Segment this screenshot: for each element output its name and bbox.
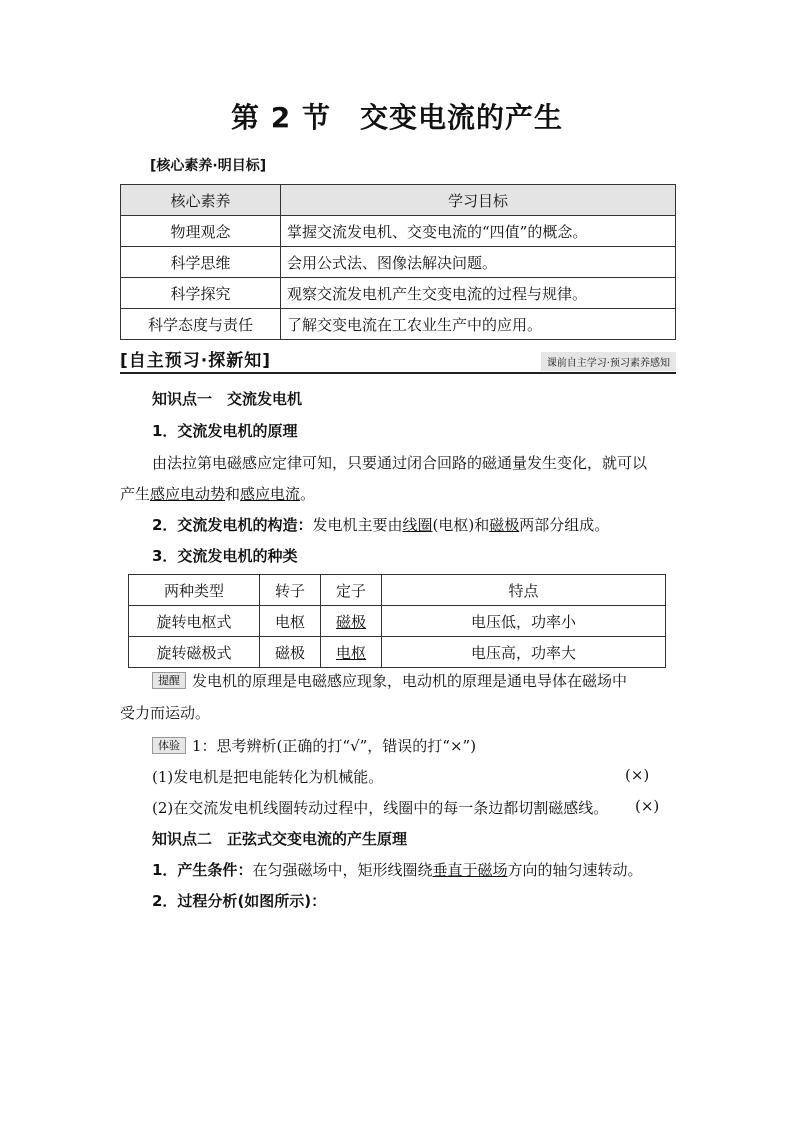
table-header-cell: 学习目标 <box>281 185 676 216</box>
question-2: (2)在交流发电机线圈转动过程中，线圈中的每一条边都切割磁感线。 <box>152 799 609 817</box>
table-row <box>121 216 676 247</box>
section-header <box>120 346 676 374</box>
table-cell: 电枢 <box>260 606 321 637</box>
text-span: (电枢)和 <box>432 516 490 534</box>
table-cell: 科学思维 <box>121 247 281 278</box>
section-tag: 课前自主学习·预习素养感知 <box>541 352 676 371</box>
table-cell: 旋转电枢式 <box>129 606 260 637</box>
text-span: 发电机的原理是电磁感应现象，电动机的原理是通电导体在磁场中 <box>192 672 628 690</box>
table-cell: 科学态度与责任 <box>121 309 281 340</box>
tip-line-cont: 受力而运动。 <box>120 704 211 722</box>
table-cell: 了解交变电流在工农业生产中的应用。 <box>281 309 676 340</box>
table-cell: 观察交流发电机产生交变电流的过程与规律。 <box>281 278 676 309</box>
underlined-answer: 垂直于磁场 <box>432 861 508 879</box>
item-label: 2．交流发电机的构造： <box>152 516 313 534</box>
core-literacy-heading: [核心素养·明目标] <box>150 158 267 174</box>
table-cell: 科学探究 <box>121 278 281 309</box>
underlined-answer: 感应电动势 <box>150 485 226 503</box>
text-span: 方向的轴匀速转动。 <box>507 861 643 879</box>
table-cell: 物理观念 <box>121 216 281 247</box>
table-cell: 电压高，功率大 <box>382 637 666 668</box>
page-title: 第 2 节 交变电流的产生 <box>231 101 563 134</box>
table-header-cell: 特点 <box>382 575 666 606</box>
table-header-cell: 定子 <box>321 575 382 606</box>
tip-badge: 提醒 <box>152 672 186 689</box>
kp1-item3-heading: 3．交流发电机的种类 <box>152 547 298 565</box>
underlined-answer: 线圈 <box>402 516 433 534</box>
table-header-cell: 核心素养 <box>121 185 281 216</box>
text-span: 两部分组成。 <box>519 516 610 534</box>
table-row <box>129 637 666 668</box>
table-header-cell: 两种类型 <box>129 575 260 606</box>
generator-type-table <box>128 574 666 668</box>
table-cell: 磁极 <box>260 637 321 668</box>
kp1-heading: 知识点一 交流发电机 <box>152 390 303 408</box>
text-span: 和 <box>225 485 241 503</box>
section-title: [自主预习·探新知] <box>120 351 271 371</box>
question-1-answer: (×) <box>625 766 650 784</box>
core-literacy-table <box>120 184 676 340</box>
table-cell: 电压低，功率小 <box>382 606 666 637</box>
text-span: 发电机主要由 <box>312 516 403 534</box>
table-cell: 掌握交流发电机、交变电流的“四值”的概念。 <box>281 216 676 247</box>
kp1-item1-heading: 1．交流发电机的原理 <box>152 422 298 440</box>
table-header-row <box>129 575 666 606</box>
kp1-item2 <box>152 514 609 535</box>
table-cell: 电枢 <box>321 637 382 668</box>
underlined-answer: 感应电流 <box>240 485 301 503</box>
underlined-answer: 磁极 <box>489 516 520 534</box>
tip-line <box>152 670 627 691</box>
kp1-item1-text-cont <box>120 483 315 504</box>
item-label: 1．产生条件： <box>152 861 253 879</box>
text-span: 1：思考辨析(正确的打“√”，错误的打“×”) <box>192 737 477 755</box>
text-span: 。 <box>300 485 316 503</box>
table-row <box>121 309 676 340</box>
experience-line <box>152 735 476 756</box>
text-span: 在匀强磁场中，矩形线圈绕 <box>252 861 433 879</box>
question-2-answer: (×) <box>635 797 660 815</box>
table-row <box>129 606 666 637</box>
question-1: (1)发电机是把电能转化为机械能。 <box>152 768 384 786</box>
text-span: 产生 <box>120 485 151 503</box>
kp1-item1-text: 由法拉第电磁感应定律可知，只要通过闭合回路的磁通量发生变化，就可以 <box>152 454 648 472</box>
table-row <box>121 278 676 309</box>
table-header-row <box>121 185 676 216</box>
kp2-item1 <box>152 859 643 880</box>
table-cell: 旋转磁极式 <box>129 637 260 668</box>
table-row <box>121 247 676 278</box>
table-cell: 磁极 <box>321 606 382 637</box>
table-header-cell: 转子 <box>260 575 321 606</box>
table-cell: 会用公式法、图像法解决问题。 <box>281 247 676 278</box>
experience-badge: 体验 <box>152 737 186 754</box>
kp2-item2: 2．过程分析(如图所示)： <box>152 892 327 910</box>
kp2-heading: 知识点二 正弦式交变电流的产生原理 <box>152 830 408 848</box>
